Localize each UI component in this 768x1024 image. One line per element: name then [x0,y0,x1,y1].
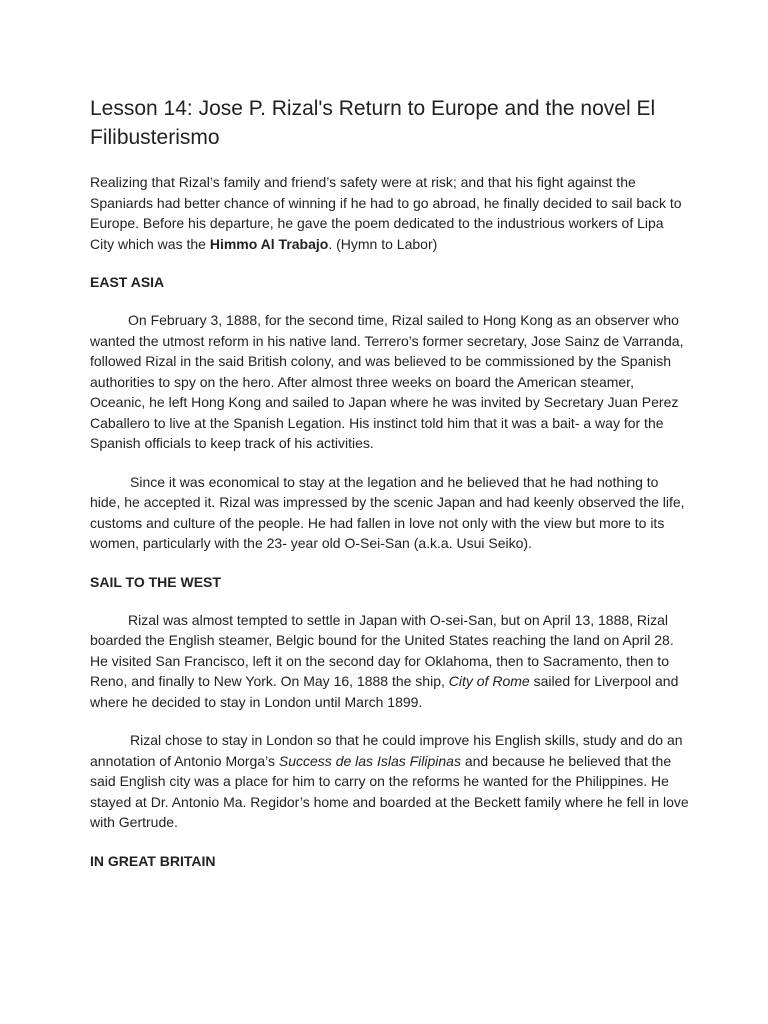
sail-west-p2-italic: Success de las Islas Filipinas [278,752,461,769]
sail-west-p1-text-1: Rizal was almost tempted to settle in Japan with O-sei-San, but on April 13, 1888, Rizal boarded the English steamer, Belgic bound for the United States reaching the land on April 28. He visited San Francisco, left it on the second day for Oklahoma, then to Sacramento, then to Reno, and finally to New York. On May 16, 1888 the ship, [90,611,674,689]
sail-west-p2-text-2: and because he believed that the said English city was a place for him to carry on the reforms he wanted for the Philippines. He stayed at Dr. Antonio Ma. Regidor’s home and boarded at the Beckett family where he fell in love with Gertrude. [90,752,689,830]
section-heading-sail-to-the-west: SAIL TO THE WEST [90,573,221,590]
intro-paragraph [90,172,690,254]
east-asia-paragraph-1: On February 3, 1888, for the second time, Rizal sailed to Hong Kong as an observer who wanted the utmost reform in his native land. Terrero’s former secretary, Jose Sainz de Varranda, followed Rizal in the said British colony, and was believed to be commissioned by the Spanish authorities to spy on the hero. After almost three weeks on board the American steamer, Oceanic, he left Hong Kong and sailed to Japan where he was invited by Secretary Juan Perez Caballero to live at the Spanish Legation. His instinct told him that it was a bait- a way for the Spanish officials to keep track of his activities. [90,312,684,451]
document-title: Lesson 14: Jose P. Rizal's Return to Europe and the novel El Filibusterismo [90,97,656,149]
sail-west-paragraph-1 [90,610,690,713]
east-asia-paragraph-2: Since it was economical to stay at the legation and he believed that he had nothing to hide, he accepted it. Rizal was impressed by the scenic Japan and had keenly observed the life, customs and culture of the people. He had fallen in love not only with the view but more to its women, particularly with the 23- year old O-Sei-San (a.k.a. Usui Seiko). [90,473,685,551]
sail-west-paragraph-2 [90,730,690,833]
intro-text-1: Realizing that Rizal’s family and friend’s safety were at risk; and that his fight against the Spaniards had better chance of winning if he had to go abroad, he finally decided to sail back to Europe. Before his departure, he gave the poem dedicated to the industrious workers of Lipa City which was the [90,174,682,252]
intro-text-2: . (Hymn to Labor) [328,235,438,252]
section-heading-east-asia: EAST ASIA [90,274,165,290]
sail-west-p1-italic: City of Rome [448,673,530,689]
intro-bold-title: Himmo Al Trabajo [209,235,329,252]
section-heading-in-great-britain: IN GREAT BRITAIN [90,852,216,869]
sail-west-p2-text-1: Rizal chose to stay in London so that he could improve his English skills, study and do an annotation of Antonio Morga’s [90,732,683,769]
sail-west-p1-text-2: sailed for Liverpool and where he decided to stay in London until March 1899. [90,673,679,710]
document-page [90,94,690,889]
